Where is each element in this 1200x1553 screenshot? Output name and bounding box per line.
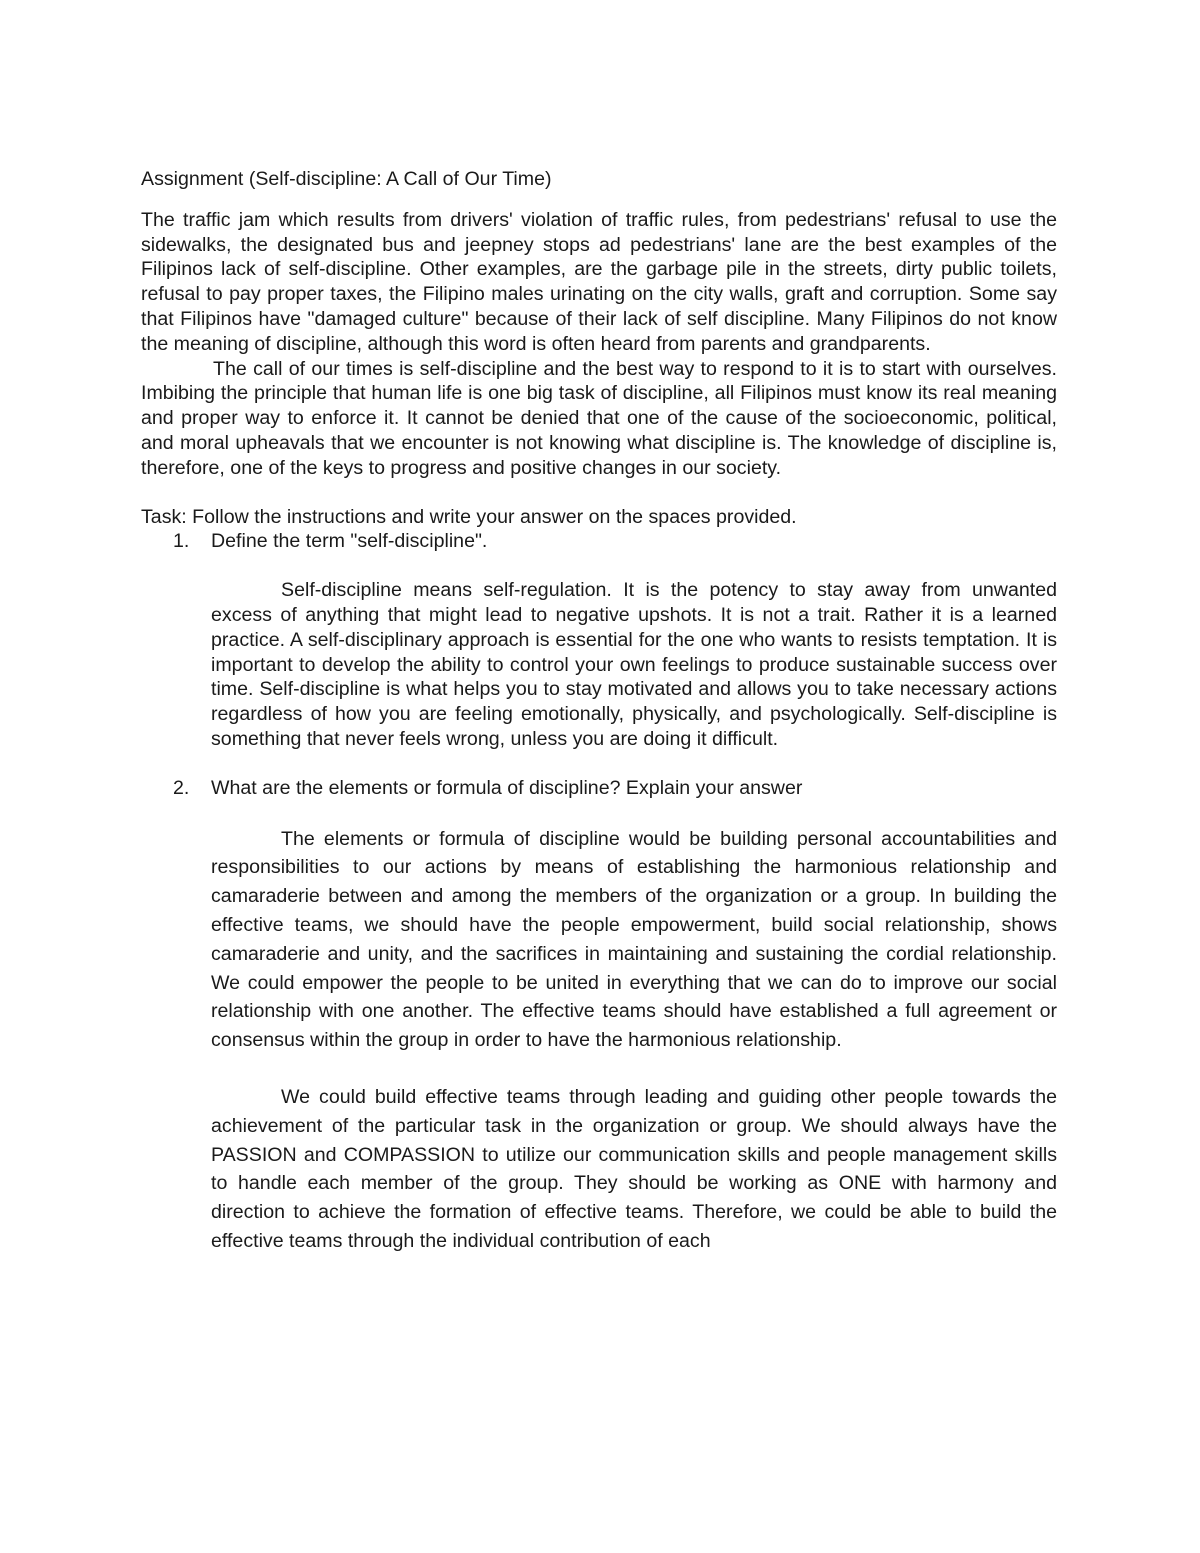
answer-paragraph: We could build effective teams through leading and guiding other people towards the achievement of the particular task in the organization or group. We should always have the PASSION and COMPASSION to utilize our communication skills and people management skills to handle each member of the group. They should be working as ONE with harmony and direction to achieve the formation of effective teams. Therefore, we could be able to build the effective teams through the individual contribution of each xyxy=(211,1085,1057,1252)
question-item-2 xyxy=(141,776,1057,1256)
answer-paragraph: Self-discipline means self-regulation. It is the potency to stay away from unwanted excess of anything that might lead to negative upshots. It is not a trait. Rather it is a learned practice. A self-disciplinary approach is essential for the one who wants to resists temptation. It is important to develop the ability to control your own feelings to produce sustainable success over time. Self-discipline is what helps you to stay motivated and allows you to take necessary actions regardless of how you are feeling emotionally, physically, and psychologically. Self-discipline is something that never feels wrong, unless you are doing it difficult. xyxy=(211,579,1057,750)
document-title: Assignment (Self-discipline: A Call of Our Time) xyxy=(141,168,552,190)
question-text: Define the term "self-discipline". xyxy=(211,530,488,553)
intro-paragraph: The traffic jam which results from drivers' violation of traffic rules, from pedestrians' refusal to use the sidewalks, the designated bus and jeepney stops ad pedestrians' lane are the best examples of the Filipinos lack of self-discipline. Other examples, are the garbage pile in the streets, dirty public toilets, refusal to pay proper taxes, the Filipino males urinating on the city walls, graft and corruption. Some say that Filipinos have "damaged culture" because of their lack of self discipline. Many Filipinos do not know the meaning of discipline, although this word is often heard from parents and grandparents. xyxy=(141,208,1057,355)
second-paragraph: The call of our times is self-discipline and the best way to respond to it is to start with ourselves. Imbibing the principle that human life is one big task of discipline, all Filipinos must know its real meaning and proper way to enforce it. It cannot be denied that one of the cause of the socioeconomic, political, and moral upheavals that we encounter is not knowing what discipline is. The knowledge of discipline is, therefore, one of the keys to progress and positive changes in our society. xyxy=(141,357,1057,479)
question-list xyxy=(141,529,1057,1255)
document-body xyxy=(141,167,1057,1256)
question-number: 1. xyxy=(173,530,190,553)
task-instructions: Task: Follow the instructions and write your answer on the spaces provided. xyxy=(141,505,797,528)
answer-paragraph: The elements or formula of discipline would be building personal accountabilities and responsibilities to our actions by means of establishing the harmonious relationship and camaraderie between and among the members of the organization or a group. In building the effective teams, we should have the people empowerment, build social relationship, shows camaraderie and unity, and the sacrifices in maintaining and sustaining the cordial relationship. We could empower the people to be united in everything that we can do to improve our social relationship with one another. The effective teams should have established a full agreement or consensus within the group in order to have the harmonious relationship. xyxy=(211,827,1057,1052)
question-number: 2. xyxy=(173,776,190,799)
question-item-1 xyxy=(141,529,1057,751)
question-text: What are the elements or formula of discipline? Explain your answer xyxy=(211,776,803,799)
